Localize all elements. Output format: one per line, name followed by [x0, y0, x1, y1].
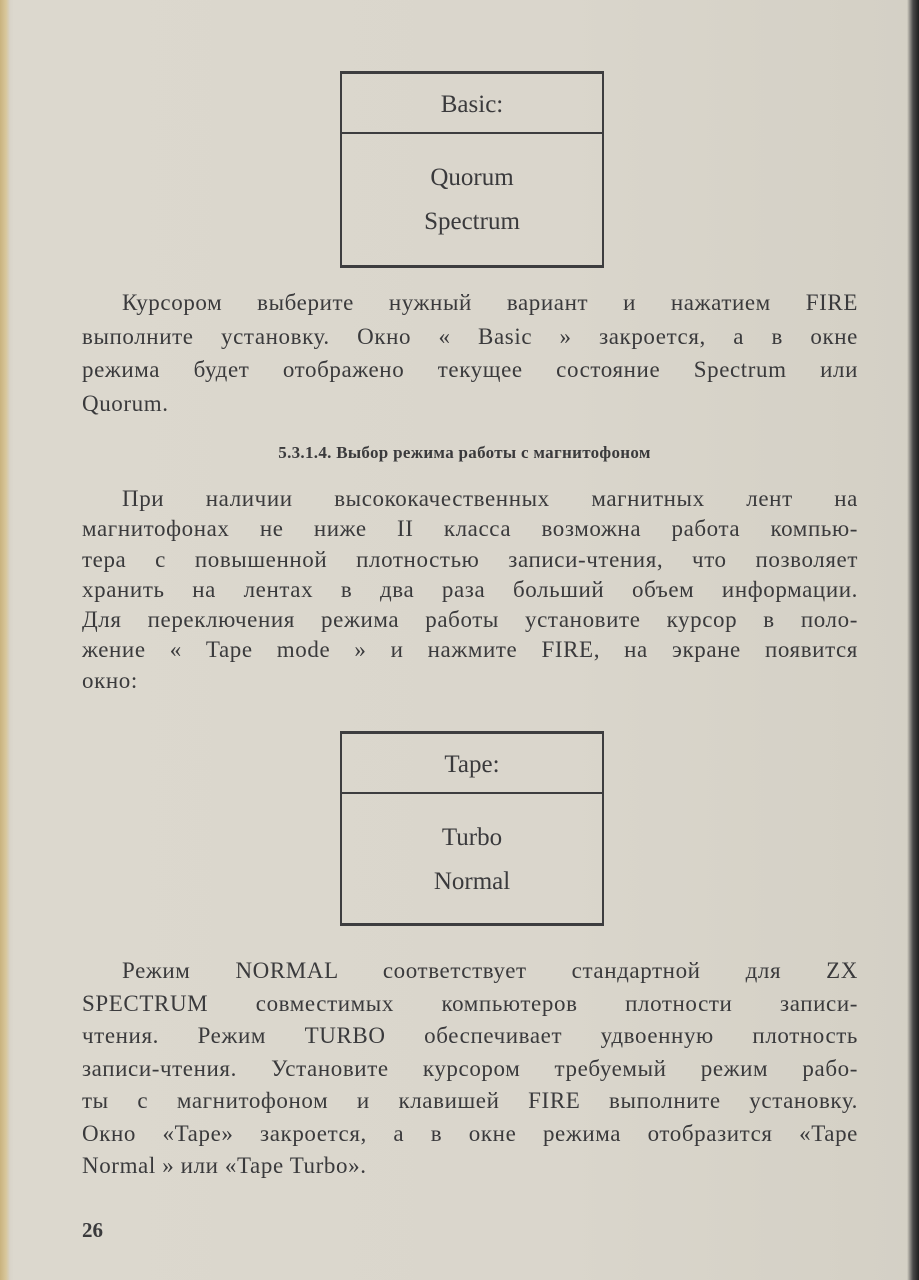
- tape-menu-title: Tape:: [342, 734, 602, 794]
- page-spine-edge: [0, 0, 10, 1280]
- text-line: Курсором выберите нужный вариант и нажатием FIRE: [122, 290, 858, 315]
- paragraph-tape-intro: [82, 484, 858, 696]
- basic-menu-title: Basic:: [342, 74, 602, 134]
- section-heading: 5.3.1.4. Выбор режима работы с магнитофоном: [278, 443, 651, 462]
- text-line: режима будет отображено текущее состояние Spectrum или: [82, 357, 858, 382]
- text-line: Окно «Tape» закроется, а в окне режима отобразится «Tape: [82, 1120, 858, 1146]
- text-line: SPECTRUM совместимых компьютеров плотности записи-: [82, 990, 858, 1016]
- tape-option-turbo: Turbo: [441, 824, 503, 851]
- text-line: хранить на лентах в два раза больший объем информации.: [82, 576, 858, 602]
- text-line: записи-чтения. Установите курсором требуемый режим рабо-: [82, 1055, 858, 1081]
- text-line: При наличии высококачественных магнитных лент на: [122, 486, 858, 511]
- text-line: окно:: [82, 667, 138, 693]
- text-line: магнитофонах не ниже II класса возможна работа компью-: [82, 516, 858, 542]
- page-right-edge: [907, 0, 919, 1280]
- text-line: ты с магнитофоном и клавишей FIRE выполните установку.: [82, 1088, 858, 1113]
- basic-option-spectrum: Spectrum: [424, 208, 520, 235]
- basic-option-quorum: Quorum: [430, 164, 514, 191]
- text-line: выполните установку. Окно « Basic » закроется, а в окне: [82, 323, 858, 349]
- text-line: тера с повышенной плотностью записи-чтения, что позволяет: [82, 546, 858, 572]
- page-number: 26: [82, 1218, 103, 1242]
- paragraph-tape-modes: [82, 955, 858, 1183]
- basic-menu-box: [340, 71, 604, 268]
- paragraph-basic-selection: [82, 286, 858, 420]
- text-line: Для переключения режима работы установите курсор в поло-: [82, 607, 858, 633]
- tape-menu-box: [340, 731, 604, 926]
- text-line: чтения. Режим TURBO обеспечивает удвоенную плотность: [82, 1023, 858, 1048]
- text-line: Режим NORMAL соответствует стандартной для ZX: [122, 958, 858, 983]
- text-line: Quorum.: [82, 390, 169, 416]
- text-line: Normal » или «Tape Turbo».: [82, 1153, 367, 1178]
- text-line: жение « Tape mode » и нажмите FIRE, на экране появится: [82, 637, 858, 663]
- tape-option-normal: Normal: [433, 868, 511, 895]
